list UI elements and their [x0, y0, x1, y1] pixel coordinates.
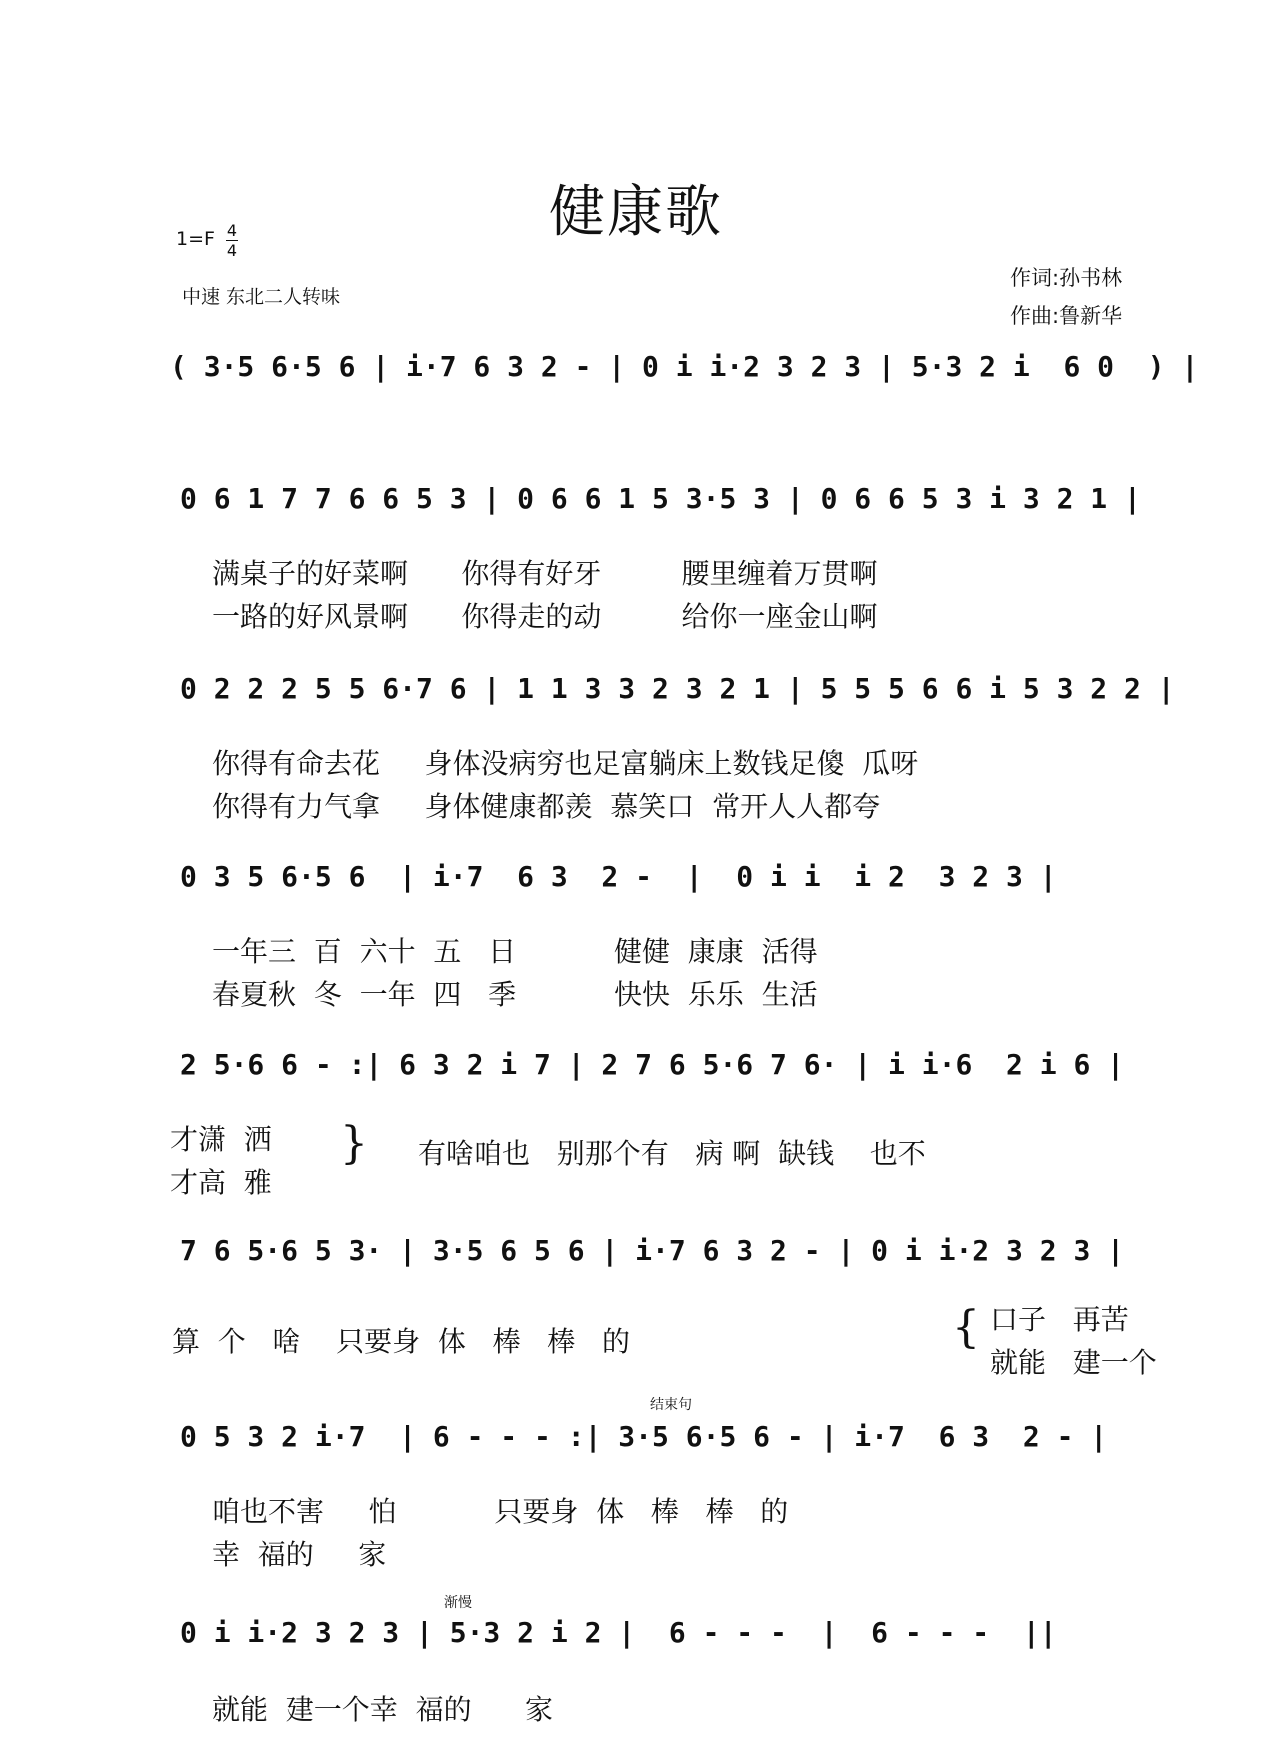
- notation-line-intro: ( 3·5 6·5 6 | i·7 6 3 2 - | 0 i i·2 3 2 3 | 5·3 2 i 6 0 ) |: [170, 350, 1199, 383]
- lyrics-line-6-verse-2: 幸 福的 家: [212, 1538, 387, 1571]
- lyrics-line-1-verse-1: 满桌子的好菜啊 你得有好牙 腰里缠着万贯啊: [212, 557, 878, 590]
- lyrics-line-4-chorus: 有啥咱也 别那个有 病 啊 缺钱 也不: [418, 1137, 926, 1170]
- lyrics-line-3-verse-1: 一年三 百 六十 五 日 健健 康康 活得: [212, 935, 818, 968]
- lyrics-line-5: 算 个 啥 只要身 体 棒 棒 的: [172, 1325, 631, 1358]
- lyrics-line-3-verse-2: 春夏秋 冬 一年 四 季 快快 乐乐 生活: [212, 978, 818, 1011]
- notation-line-3: 0 3 5 6·5 6 | i·7 6 3 2 - | 0 i i i 2 3 2 3 |: [180, 860, 1057, 893]
- notation-line-1: 0 6 1 7 7 6 6 5 3 | 0 6 6 1 5 3·5 3 | 0 6 6 5 3 i 3 2 1 |: [180, 482, 1141, 515]
- ending-marking: 结束句: [650, 1397, 692, 1413]
- time-signature: 4 4: [226, 221, 238, 260]
- lyrics-line-5-verse-1: 口子 再苦: [990, 1303, 1129, 1336]
- notation-line-2: 0 2 2 2 5 5 6·7 6 | 1 1 3 3 2 3 2 1 | 5 5 5 6 6 i 5 3 2 2 |: [180, 672, 1175, 705]
- lyrics-line-5-verse-2: 就能 建一个: [990, 1346, 1157, 1379]
- key-signature: 1=F: [176, 228, 215, 250]
- ritardando-marking: 渐慢: [444, 1595, 472, 1611]
- lyrics-line-4-verse-2: 才高 雅: [170, 1166, 272, 1199]
- composer-credit: 作曲:鲁新华: [1010, 304, 1123, 328]
- lyrics-line-2-verse-1: 你得有命去花 身体没病穷也足富躺床上数钱足傻 瓜呀: [212, 747, 919, 780]
- lyrics-line-2-verse-2: 你得有力气拿 身体健康都羡 慕笑口 常开人人都夸: [212, 790, 881, 823]
- notation-line-5: 7 6 5·6 5 3· | 3·5 6 5 6 | i·7 6 3 2 - | 0 i i·2 3 2 3 |: [180, 1234, 1125, 1267]
- lyrics-line-7: 就能 建一个幸 福的 家: [212, 1693, 554, 1726]
- notation-line-7: 0 i i·2 3 2 3 | 5·3 2 i 2 | 6 - - - | 6 - - - ||: [180, 1616, 1057, 1649]
- lyricist-credit: 作词:孙书林: [1010, 266, 1123, 290]
- verse-brace: }: [340, 1118, 368, 1169]
- notation-line-4: 2 5·6 6 - :| 6 3 2 i 7 | 2 7 6 5·6 7 6· | i i·6 2 i 6 |: [180, 1048, 1125, 1081]
- verse-brace: {: [952, 1302, 980, 1353]
- lyrics-line-1-verse-2: 一路的好风景啊 你得走的动 给你一座金山啊: [212, 600, 878, 633]
- notation-line-6: 0 5 3 2 i·7 | 6 - - - :| 3·5 6·5 6 - | i·7 6 3 2 - |: [180, 1420, 1108, 1453]
- tempo-marking: 中速 东北二人转味: [182, 286, 341, 308]
- lyrics-line-4-verse-1: 才潇 洒: [170, 1123, 272, 1156]
- song-title: 健康歌: [549, 180, 723, 245]
- lyrics-line-6-verse-1: 咱也不害 怕 只要身 体 棒 棒 的: [212, 1495, 789, 1528]
